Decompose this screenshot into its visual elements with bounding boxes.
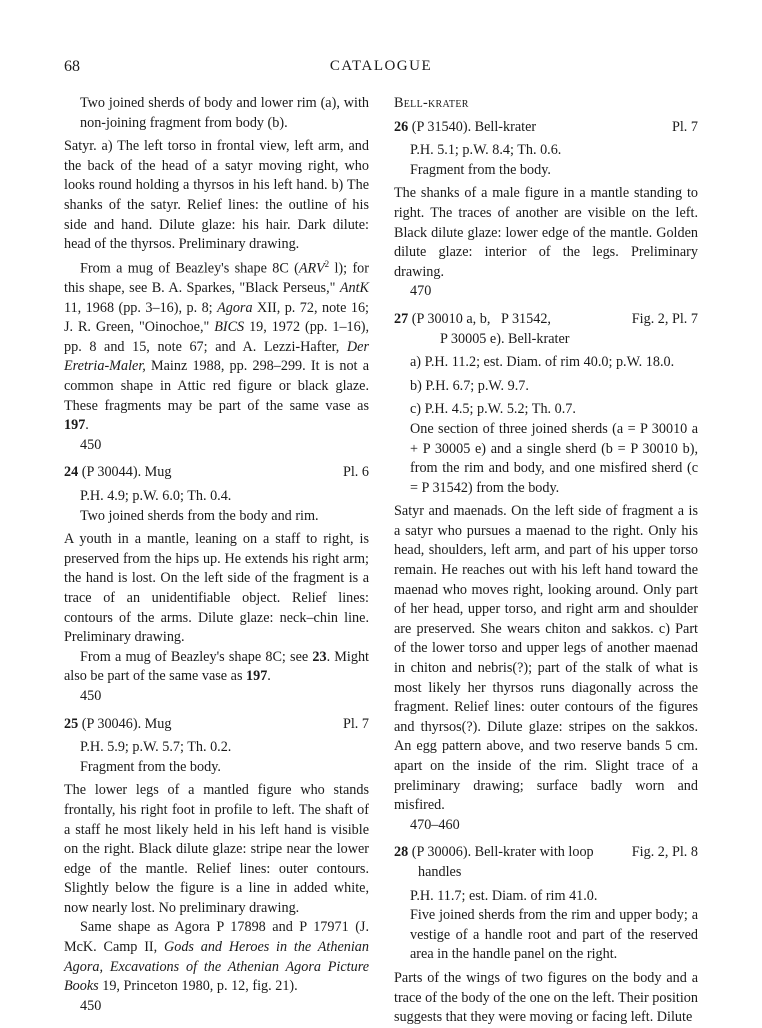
entry-25-plate: Pl. 7	[342, 715, 369, 732]
entry-27-dims-c: c) P.H. 4.5; p.W. 5.2; Th. 0.7.	[410, 401, 576, 418]
entry-25-text: The lower legs of a mantled figure who stands frontally, his right foot in profile to left. The shaft of a staff he most likely held in his left hand is visible on the right. Black dilute glaze: stripe near the lower edge of the mantle. Relief lines: outer contours. Slightly below the figure is a line in added white, now nearly lost. No preliminary drawing.	[64, 782, 369, 916]
entry-24-dimensions: P.H. 4.9; p.W. 6.0; Th. 0.4.	[80, 488, 232, 505]
entry-27-title: (P 30010 a, b, P 31542,	[408, 310, 551, 327]
entry-24-title: (P 30044). Mug	[78, 464, 172, 481]
ref-text: 19, Princeton 1980, p. 12, fig. 21).	[98, 978, 298, 995]
entry-24-number: 24	[64, 464, 79, 481]
section-title: Bell-krater	[394, 95, 469, 111]
ref-23: 23	[312, 648, 327, 665]
entry-23-description: Two joined sherds of body and lower rim (a), with non-joining fragment from body (b).	[80, 95, 369, 131]
ref-text: Same shape as Agora P 17898 and P 17971 (J. McK. Camp II,	[64, 919, 369, 956]
ref-text: 19, 1972 (pp. 1–16), pp. 8 and 15, note 67; and A. Lezzi-Hafter,	[64, 319, 369, 355]
entry-25-heading	[64, 715, 369, 735]
entry-26-number: 26	[394, 118, 409, 135]
ref-gods-and-heroes: Gods and Heroes in the Athenian Agora, Excavations of the Athenian Agora Picture Books	[64, 939, 369, 995]
entry-28-text: Parts of the wings of two figures on the body and a trace of the body of the one on the left. Their position suggests that they were moving or facing left. Dilute	[394, 969, 698, 1026]
entry-26-title: (P 31540). Bell-krater	[408, 118, 537, 135]
ref-text: . Might also be part of the same vase as	[64, 648, 369, 685]
entry-27-title-cont: P 30005 e). Bell-krater	[440, 330, 570, 347]
entry-24-date: 450	[80, 687, 102, 704]
entry-25-title: (P 30046). Mug	[78, 715, 172, 732]
left-column	[64, 94, 369, 1016]
running-title: CATALOGUE	[329, 58, 433, 74]
entry-28-dimensions: P.H. 11.7; est. Diam. of rim 41.0.	[410, 887, 598, 904]
ref-der: Der Eretria-Maler,	[64, 338, 369, 375]
ref-arv-sup: 2	[324, 258, 330, 269]
entry-27-figure-plate: Fig. 2, Pl. 7	[631, 310, 698, 327]
entry-24-plate: Pl. 6	[342, 464, 369, 481]
entry-28-title: (P 30006). Bell-krater with loop	[408, 844, 594, 861]
entry-23-date: 450	[80, 436, 102, 453]
ref-text: 11, 1968 (pp. 3–16), p. 8;	[64, 299, 218, 316]
entry-26-heading	[394, 118, 698, 138]
entry-28-number: 28	[394, 844, 409, 861]
entry-26-text: The shanks of a male figure in a mantle standing to right. The traces of another are visible on the left. Black dilute glaze: lower edge of the mantle. Golden dilute glaze: interior of the legs. Preliminary drawing.	[394, 185, 698, 280]
entry-28-title-cont: handles	[418, 863, 462, 880]
entry-25-dimensions: P.H. 5.9; p.W. 5.7; Th. 0.2.	[80, 739, 232, 756]
entry-24-text: A youth in a mantle, leaning on a staff to right, is preserved from the hips up. He extends his right arm; the hand is lost. On the left side of the fragment is a trace of an unidentifiable object. Relief lines: contours of the arms. Dilute glaze: neck–chin line. Preliminary drawing.	[64, 531, 369, 646]
entry-23-reference	[64, 255, 369, 436]
ref-text: l); for this shape, see B. A. Sparkes, "Black Perseus,"	[64, 260, 369, 297]
ref-text: From a mug of Beazley's shape 8C; see	[80, 648, 313, 665]
ref-text: Mainz 1988, pp. 298–299. It is not a common shape in Attic red figure or black glaze. These fragments may be part of the same vase as	[64, 358, 369, 414]
ref-text: .	[267, 668, 271, 685]
entry-27-number: 27	[394, 310, 409, 327]
entry-28-figure-plate: Fig. 2, Pl. 8	[631, 844, 698, 861]
entry-27-text: Satyr and maenads. On the left side of fragment a is a satyr who pursues a maenad to the right. Only his head, shoulders, left arm, and part of his upper torso remain. He reaches out with his left hand toward the maenad who moves right, looking around. Only part of her head, upper torso, and right arm and shoulder are preserved. She wears chiton and sakkos. c) Part of the lower torso and upper legs of another maenad in chiton and nebris(?); part of the stalk of what is most likely her thyrsos runs diagonally across the fragment. Relief lines: outer contours of the figures and thyrsos(?). Dilute glaze: stripes on the sakkos. An egg pattern above, and two reserve bands 5 cm. apart on the inside of the rim. Slight trace of a preliminary drawing; surface badly worn and misfired.	[394, 503, 698, 814]
entry-26-date: 470	[410, 283, 432, 300]
entry-28-heading	[394, 843, 698, 863]
entry-23-text: Satyr. a) The left torso in frontal view, left arm, and the back of the head of a satyr moving right, who looks round holding a thyrsos in his left hand. b) The shanks of the satyr. Relief lines: the outline of his side and hand. Dilute glaze: his hair. Dark dilute: head of the thyrsos. Preliminary drawing.	[64, 138, 369, 253]
ref-arv: ARV	[298, 260, 325, 277]
entry-25-date: 450	[80, 997, 102, 1014]
ref-197: 197	[246, 668, 268, 685]
ref-text: .	[85, 417, 89, 434]
right-column	[394, 94, 698, 1028]
entry-27-description: One section of three joined sherds (a = P 30010 a + P 30005 e) and a single sherd (b = P 30010 b), from the rim and body, and one misfired sherd (c = P 31542) from the body.	[410, 420, 698, 496]
entry-26-description: Fragment from the body.	[410, 161, 551, 178]
ref-agora: Agora	[217, 299, 253, 316]
entry-28-description: Five joined sherds from the rim and upper body; a vestige of a handle root and part of the reserved area in the handle panel on the right.	[410, 907, 698, 963]
entry-27-dims-b: b) P.H. 6.7; p.W. 9.7.	[410, 377, 529, 394]
entry-26-dimensions: P.H. 5.1; p.W. 8.4; Th. 0.6.	[410, 142, 562, 159]
ref-197: 197	[64, 417, 86, 434]
entry-27-heading	[394, 310, 698, 330]
entry-26-plate: Pl. 7	[671, 118, 698, 135]
page-number: 68	[64, 58, 80, 75]
ref-antk: AntK	[339, 280, 369, 297]
ref-text: XII, p. 72, note 16; J. R. Green, "Oinochoe,"	[64, 299, 369, 336]
entry-25-description: Fragment from the body.	[80, 758, 221, 775]
entry-24-heading	[64, 463, 369, 483]
ref-text: From a mug of Beazley's shape 8C (	[80, 260, 299, 277]
entry-24-description: Two joined sherds from the body and rim.	[80, 507, 319, 524]
entry-25-reference	[64, 918, 369, 996]
ref-bics: BICS	[214, 319, 245, 336]
entry-27-date: 470–460	[410, 816, 460, 833]
entry-25-number: 25	[64, 715, 79, 732]
entry-27-dims-a: a) P.H. 11.2; est. Diam. of rim 40.0; p.W. 18.0.	[410, 354, 675, 371]
entry-24-reference	[64, 648, 369, 687]
